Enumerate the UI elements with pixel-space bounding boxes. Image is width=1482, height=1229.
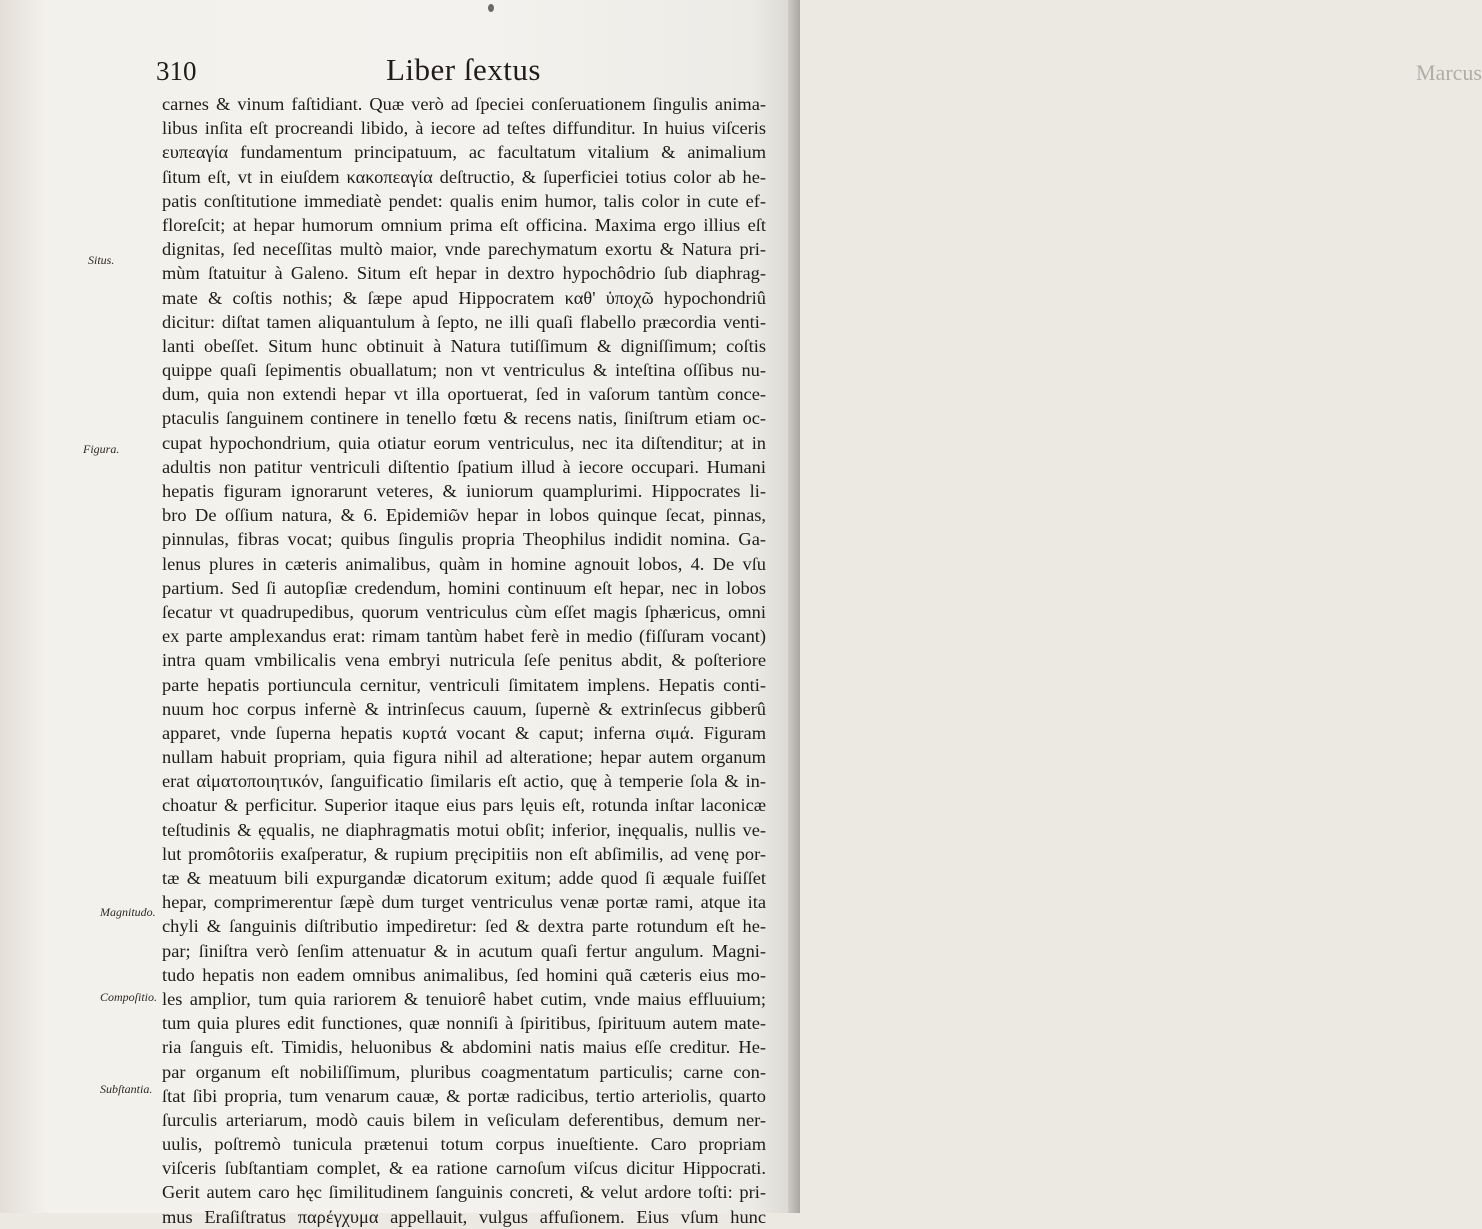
running-title: Liber ſextus <box>386 52 541 87</box>
text-line: dum, quia non extendi hepar vt illa oportuerat, ſed in vaſorum tantùm conce- <box>162 384 766 405</box>
text-line: ria ſanguis eſt. Timidis, heluonibus & abdomini natis maius eſſe creditur. He- <box>162 1037 766 1058</box>
text-line: carnes & vinum faſtidiant. Quæ verò ad ſpeciei conſeruationem ſingulis anima- <box>162 94 766 114</box>
text-line: tæ & meatuum bili expurgandæ dicatorum exitum; adde quod ſi æquale fuiſſet <box>162 868 766 888</box>
page-header <box>150 52 750 92</box>
text-line: par organum eſt nobiliſſimum, pluribus coagmentatum particulis; carne con- <box>162 1061 766 1082</box>
text-line: ſitum eſt, vt in eiuſdem κακοπεαγία deſtructio, & ſuperficiei totius color ab he- <box>162 166 766 187</box>
text-line: tudo hepatis non eadem omnibus animalibus, ſed homini quã cæteris eius mo- <box>162 964 766 985</box>
text-line: tum quia plures edit functiones, quæ nonniſi à ſpiritibus, ſpirituum autem mate- <box>162 1013 766 1034</box>
text-line: mus Eraſiſtratus παρέγχυμα appellauit, vulgus affuſionem. Eius vſum hunc <box>162 1206 766 1227</box>
text-line: lenus plures in cæteris animalibus, quàm in homine agnouit lobos, 4. De vſu <box>162 553 766 574</box>
text-line: ptaculis ſanguinem continere in tenello fœtu & recens natis, ſiniſtrum etiam oc- <box>162 408 766 429</box>
text-line: quippe quaſi ſepimentis obuallatum; non vt ventriculus & inteſtina oſſibus nu- <box>162 360 766 381</box>
text-line: teſtudinis & ęqualis, ne diaphragmatis motui obſit; inferior, inęqualis, nullis ve- <box>162 819 766 840</box>
margin-note-magnitudo: Magnitudo. <box>100 905 156 919</box>
text-line: uulis, poſtremò tunicula prætenui totum corpus inueſtiente. Caro propriam <box>162 1134 766 1155</box>
text-line: mate & coſtis nothis; & ſæpe apud Hippocratem καθ' ὑποχῶ hypochondriû <box>162 287 766 308</box>
page-number: 310 <box>156 56 197 86</box>
text-line: ſurculis arteriarum, modò cauis bilem in veſiculam deferentibus, demum ner- <box>162 1109 766 1130</box>
margin-note-situs: Situs. <box>88 253 115 267</box>
text-line: dicitur: diſtat tamen aliquantulum à ſepto, ne illi quaſi flabello præcordia venti- <box>162 311 766 332</box>
text-line: apparet, vnde ſuperna hepatis κυρτά vocant & caput; inferna σιμά. Figuram <box>162 722 766 743</box>
text-line: dignitas, ſed neceſſitas multò maior, vnde parechymatum exortu & Natura pri- <box>162 239 766 260</box>
text-line: patis conſtitutione immediatè pendet: qualis enim humor, talis color in cute ef- <box>162 190 766 211</box>
text-line: parte hepatis portiuncula cernitur, ventriculi ſimitatem implens. Hepatis conti- <box>162 674 766 695</box>
text-line: nullam habuit propriam, quia figura nihil ad alteratione; hepar autem organum <box>162 747 766 768</box>
text-line: cupat hypochondrium, quia otiatur eorum ventriculus, nec ita diſtenditur; at in <box>162 432 766 453</box>
text-line: pinnulas, fibras vocat; quibus ſingulis propria Theophilus indidit nomina. Ga- <box>162 529 766 550</box>
text-line: mùm ſtatuitur à Galeno. Situm eſt hepar in dextro hypochôdrio ſub diaphrag- <box>162 263 766 284</box>
text-line: adultis non patitur ventriculi diſtentio ſpatium illud à iecore occupari. Humani <box>162 456 766 477</box>
text-line: partium. Sed ſi autopſiæ credendum, homini continuum eſt hepar, nec in lobos <box>162 577 766 598</box>
text-line: ſecatur vt quadrupedibus, quorum ventriculus cùm eſſet magis ſphæricus, omni <box>162 601 766 622</box>
text-line: nuum hoc corpus infernè & intrinſecus cauum, ſupernè & extrinſecus gibberû <box>162 698 766 719</box>
margin-note-figura: Figura. <box>83 442 120 456</box>
text-line: hepar, comprimerentur ſæpè dum turget ventriculus venæ portæ rami, atque ita <box>162 892 766 913</box>
facing-page-edge <box>788 0 1482 1213</box>
text-line: erat αἱματοποιητικόν, ſanguificatio ſimilaris eſt actio, quę à temperie ſola & in- <box>162 771 766 792</box>
text-line: viſceris ſubſtantiam complet, & ea ratione carnoſum viſcus dicitur Hippocrati. <box>162 1158 766 1179</box>
text-line: ex parte amplexandus erat: rimam tantùm habet ferè in medio (fiſſuram vocant) <box>162 626 766 647</box>
body-text <box>162 92 766 1229</box>
text-line: choatur & perficitur. Superior itaque eius pars lęuis eſt, rotunda inſtar laconicæ <box>162 795 766 816</box>
text-line: ευπεαγία fundamentum principatuum, ac facultatum vitalium & animalium <box>162 142 766 163</box>
text-line: libus inſita eſt procreandi libido, à iecore ad teſtes diffunditur. In huius viſceris <box>162 118 766 139</box>
text-line: ſtat ſibi propria, tum venarum cauæ, & portæ radicibus, tertio arteriolis, quarto <box>162 1085 766 1106</box>
text-line: les amplior, tum quia rariorem & tenuiorê habet cutim, vnde maius effluuium; <box>162 988 766 1009</box>
facing-page-title-fragment: Marcus <box>1416 60 1482 85</box>
text-line: chyli & ſanguinis diſtributio impediretur: ſed & dextra parte rotundum eſt he- <box>162 916 766 937</box>
text-line: lut promôtoriis exaſperatur, & rupium pręcipitiis non eſt abſimilis, ad venę por- <box>162 843 766 864</box>
text-line: Gerit autem caro hęc ſimilitudinem ſanguinis concreti, & velut ardore toſti: pri- <box>162 1182 766 1203</box>
text-line: par; ſiniſtra verò ſenſim attenuatur & in acutum quaſi fertur angulum. Magni- <box>162 940 766 961</box>
text-line: intra quam vmbilicalis vena embryi nutricula ſeſe penitus abdit, & poſteriore <box>162 650 766 671</box>
text-line: floreſcit; at hepar humorum omnium prima eſt officina. Maxima ergo illius eſt <box>162 214 766 235</box>
ink-blot <box>488 4 494 12</box>
text-line: bro De oſſium natura, & 6. Epidemiῶν hepar in lobos quinque ſecat, pinnas, <box>162 505 766 526</box>
margin-note-substantia: Subſtantia. <box>100 1082 153 1096</box>
margin-note-compositio: Compoſitio. <box>100 990 158 1004</box>
text-line: lanti obeſſet. Situm hunc obtinuit à Natura tutiſſimum & digniſſimum; coſtis <box>162 335 766 356</box>
text-line: hepatis figuram ignorarunt veteres, & iuniorum quamplurimi. Hippocrates li- <box>162 481 766 501</box>
